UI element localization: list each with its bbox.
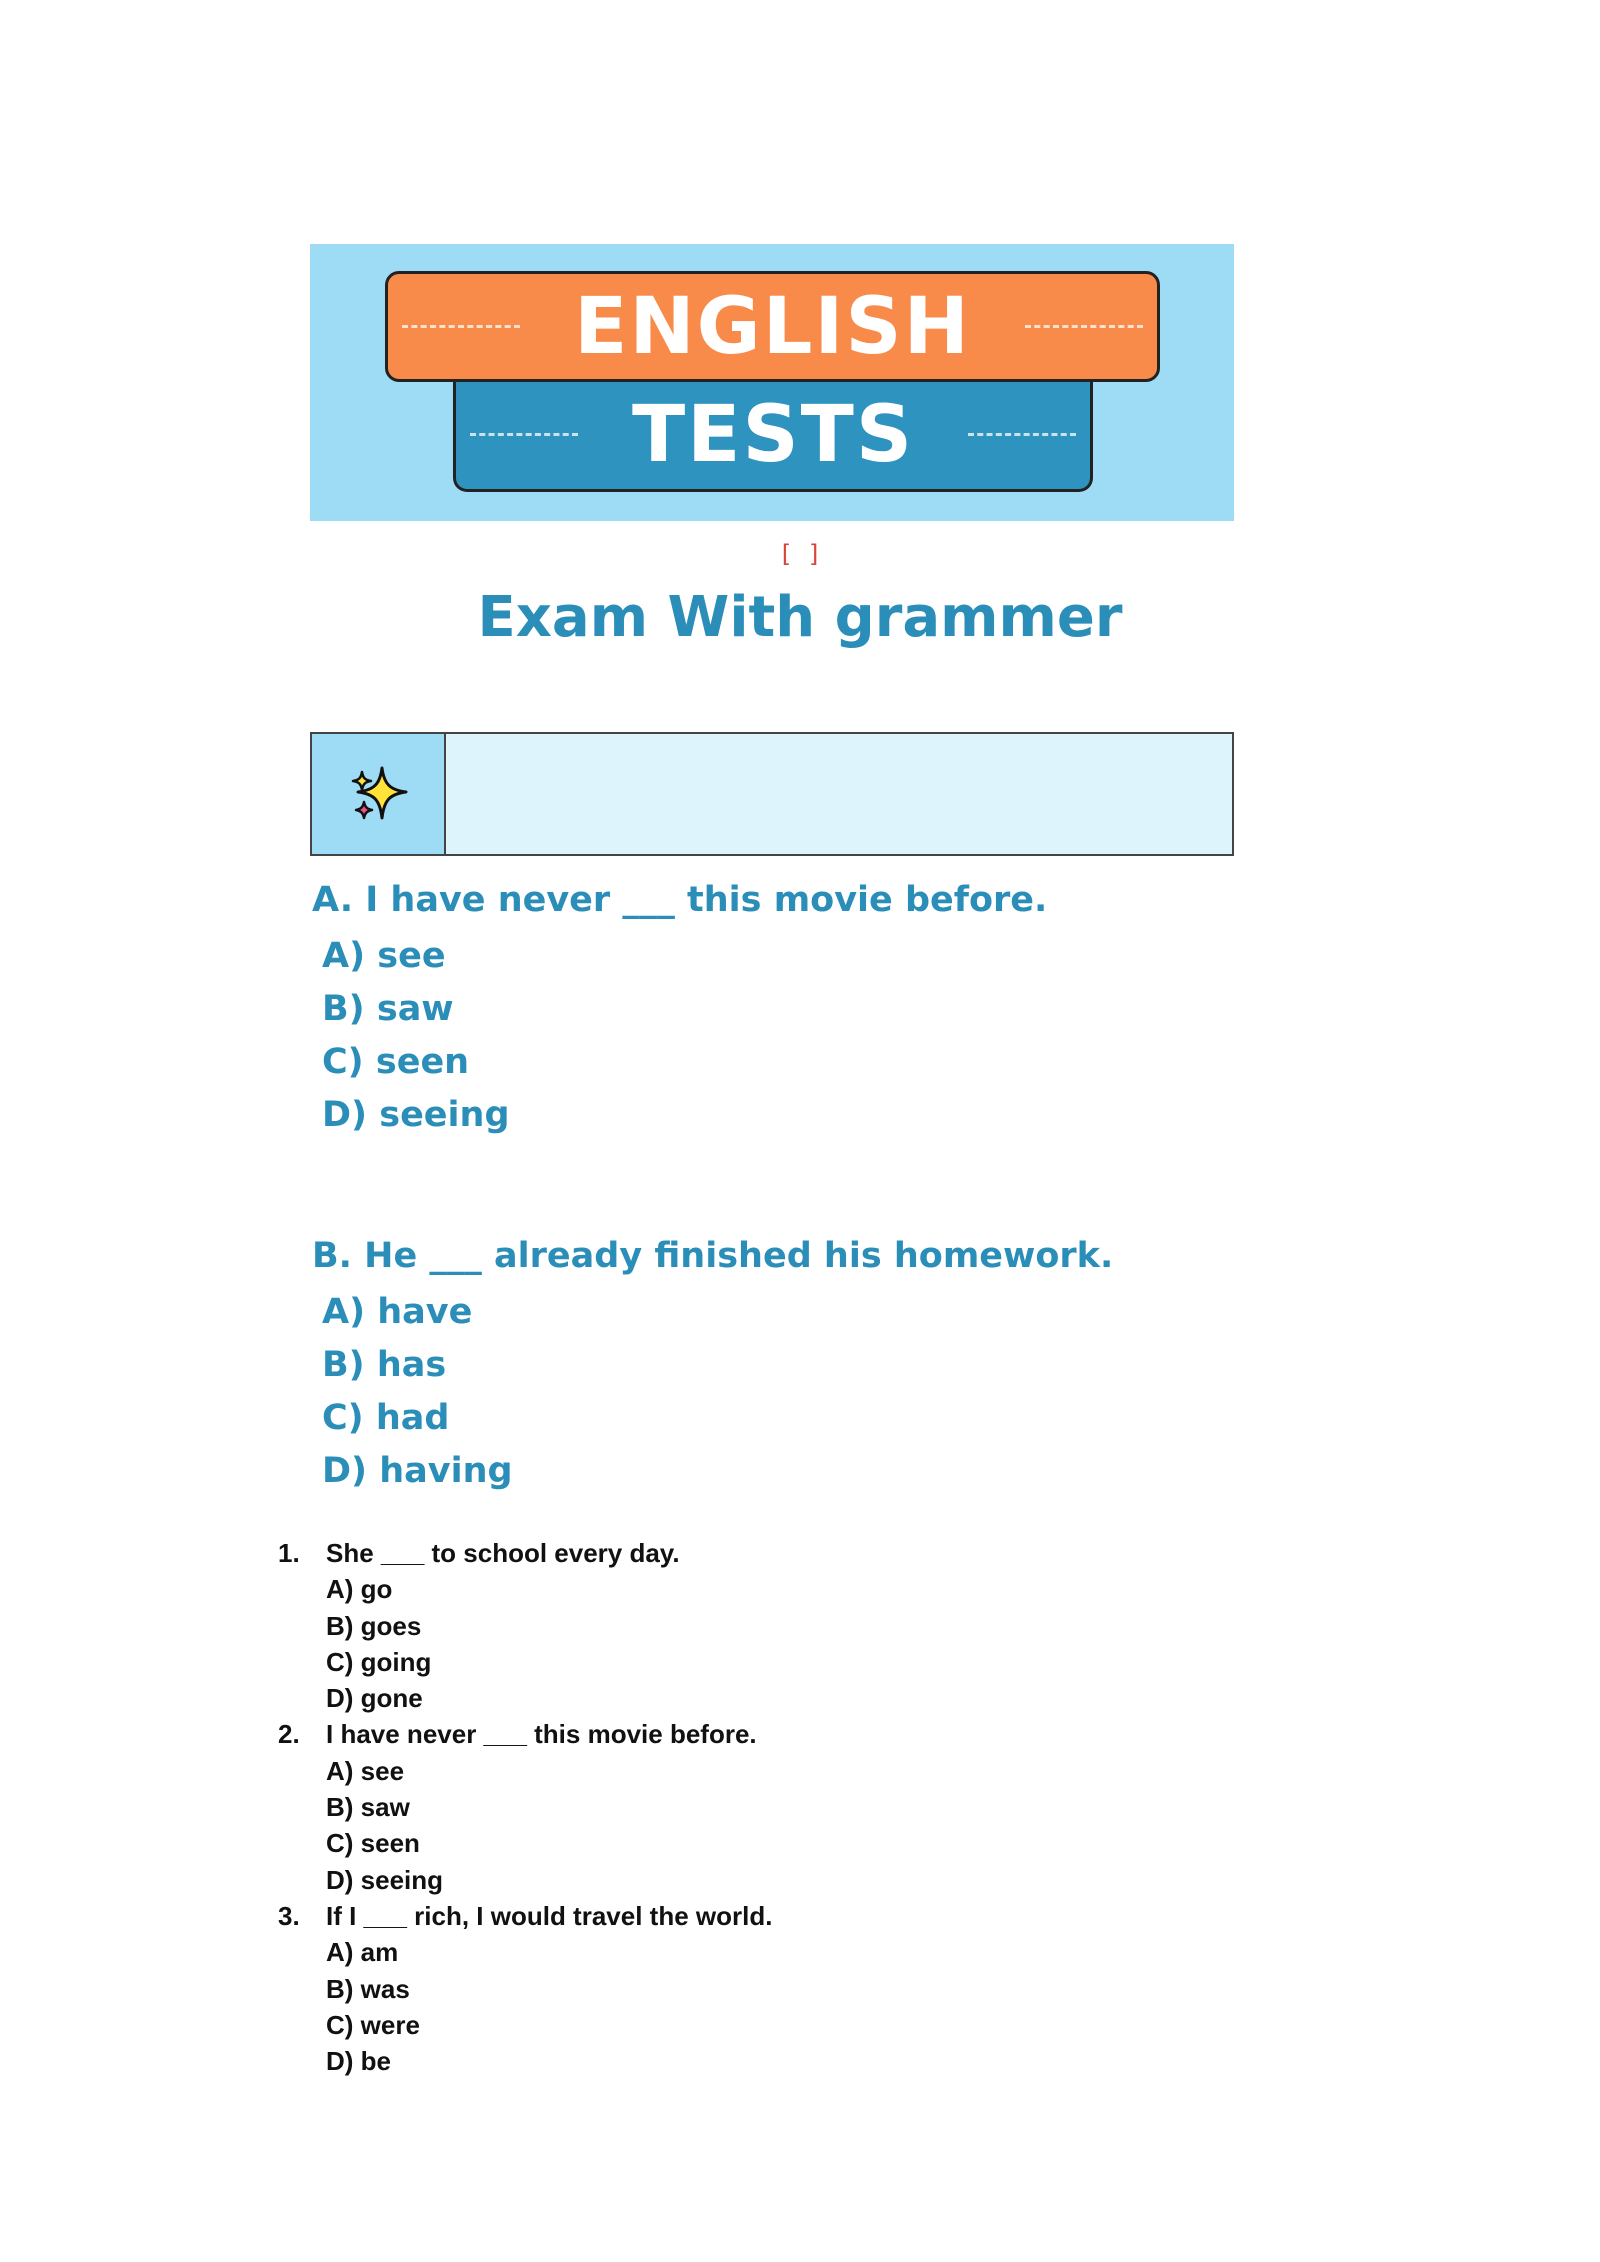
banner-ribbon-english bbox=[385, 271, 1160, 382]
dash-decoration bbox=[968, 433, 1076, 436]
sparkle-icon bbox=[346, 762, 410, 826]
instruction-text bbox=[446, 734, 1232, 854]
header-banner bbox=[310, 244, 1234, 521]
option-item[interactable]: B) saw bbox=[322, 989, 454, 1029]
question-stem: B. He ___ already finished his homework. bbox=[312, 1236, 1114, 1276]
question-number: 1. bbox=[278, 1538, 300, 1568]
dash-decoration bbox=[1025, 325, 1143, 328]
styled-question-b bbox=[312, 1236, 1113, 1502]
option-item[interactable]: D) seeing bbox=[326, 1864, 444, 1895]
question-number: 2. bbox=[278, 1719, 300, 1750]
option-item[interactable]: C) seen bbox=[322, 1042, 470, 1082]
dash-decoration bbox=[402, 325, 520, 328]
option-item[interactable]: A) have bbox=[322, 1292, 473, 1332]
question-stem: She ___ to school every day. bbox=[326, 1538, 680, 1568]
option-item[interactable]: A) go bbox=[326, 1574, 393, 1605]
instruction-icon-cell bbox=[312, 734, 446, 854]
option-item[interactable]: D) gone bbox=[326, 1683, 423, 1714]
styled-question-a bbox=[312, 880, 1047, 1146]
numbered-question-list bbox=[278, 1535, 772, 2079]
option-item[interactable]: A) see bbox=[326, 1755, 405, 1786]
banner-title-line1: ENGLISH bbox=[574, 281, 971, 372]
option-item[interactable]: A) am bbox=[326, 1937, 399, 1968]
placeholder-brackets: [ ] bbox=[778, 540, 822, 568]
option-item[interactable]: B) was bbox=[326, 1973, 410, 2004]
numbered-question bbox=[278, 1716, 772, 1897]
option-item[interactable]: C) had bbox=[322, 1398, 450, 1438]
banner-ribbon-tests bbox=[453, 380, 1093, 492]
question-number: 3. bbox=[278, 1900, 300, 1931]
option-item[interactable]: A) see bbox=[322, 936, 446, 976]
option-item[interactable]: D) having bbox=[322, 1451, 513, 1491]
option-item[interactable]: B) has bbox=[322, 1345, 447, 1385]
question-stem: I have never ___ this movie before. bbox=[326, 1719, 757, 1750]
question-stem: If I ___ rich, I would travel the world. bbox=[326, 1900, 773, 1931]
numbered-question bbox=[278, 1898, 772, 2079]
dash-decoration bbox=[470, 433, 578, 436]
option-list bbox=[312, 1290, 1113, 1502]
question-stem: A. I have never ___ this movie before. bbox=[312, 880, 1048, 920]
option-item[interactable]: B) saw bbox=[326, 1792, 410, 1823]
option-item[interactable]: C) were bbox=[326, 2009, 420, 2040]
instruction-box bbox=[310, 732, 1234, 856]
page-title: Exam With grammer bbox=[477, 585, 1123, 650]
option-item[interactable]: D) seeing bbox=[322, 1095, 510, 1135]
numbered-question bbox=[278, 1535, 772, 1716]
option-item[interactable]: C) going bbox=[326, 1646, 432, 1677]
option-list bbox=[312, 934, 1047, 1146]
option-item[interactable]: B) goes bbox=[326, 1610, 422, 1641]
banner-title-line2: TESTS bbox=[631, 389, 915, 480]
option-item[interactable]: C) seen bbox=[326, 1828, 420, 1859]
option-item[interactable]: D) be bbox=[326, 2046, 391, 2077]
